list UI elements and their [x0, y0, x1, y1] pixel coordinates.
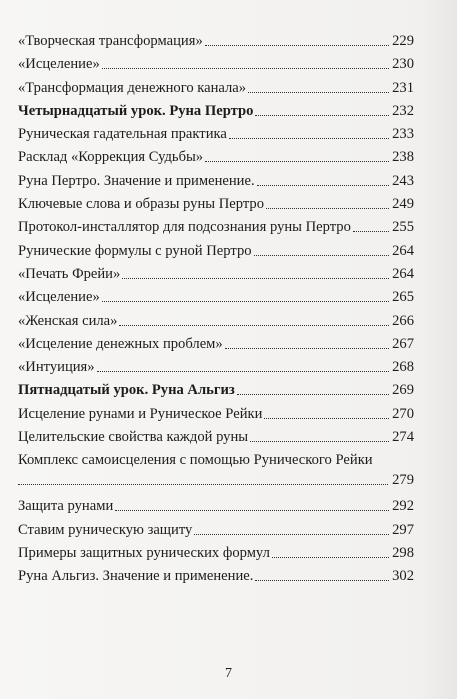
toc-entry-title: Протокол-инсталлятор для подсознания руны Пертро — [18, 219, 351, 236]
toc-entry-page: 264 — [392, 242, 414, 259]
toc-entry — [18, 218, 414, 241]
toc-leader-dots — [255, 115, 389, 116]
toc-entry-title: «Исцеление денежных проблем» — [18, 335, 223, 352]
toc-leader-dots — [272, 557, 389, 558]
toc-entry-page: 238 — [392, 149, 414, 166]
toc-entry-title: Защита рунами — [18, 498, 114, 515]
toc-entry — [18, 55, 414, 78]
toc-entry-page: 270 — [392, 405, 414, 422]
toc-leader-dots — [18, 484, 388, 485]
toc-entry — [18, 195, 414, 218]
toc-leader-dots — [266, 208, 389, 209]
table-of-contents — [18, 32, 414, 591]
toc-leader-dots — [353, 231, 389, 232]
toc-entry-title: Ставим руническую защиту — [18, 521, 193, 538]
toc-leader-dots — [237, 394, 389, 395]
toc-entry-title: «Исцеление» — [18, 289, 100, 306]
toc-entry — [18, 544, 414, 567]
toc-entry-page: 265 — [392, 289, 414, 306]
toc-entry — [18, 335, 414, 358]
toc-entry — [18, 79, 414, 102]
toc-entry-title: Комплекс самоисцеления с помощью Рунического Рейки — [18, 452, 373, 469]
toc-entry-page: 268 — [392, 359, 414, 376]
toc-entry — [18, 125, 414, 148]
toc-leader-dots — [257, 185, 389, 186]
toc-entry — [18, 405, 414, 428]
toc-entry — [18, 428, 414, 451]
toc-leader-dots — [205, 161, 389, 162]
toc-entry — [18, 32, 414, 55]
toc-leader-dots — [122, 278, 389, 279]
toc-entry-title: «Женская сила» — [18, 312, 118, 329]
toc-leader-dots — [264, 418, 389, 419]
toc-entry — [18, 148, 414, 171]
toc-entry-page: 266 — [392, 312, 414, 329]
toc-entry — [18, 312, 414, 335]
toc-entry — [18, 288, 414, 311]
toc-entry-title: Руна Альгиз. Значение и применение. — [18, 568, 254, 585]
toc-leader-dots — [115, 510, 389, 511]
toc-leader-dots — [102, 68, 389, 69]
toc-leader-dots — [97, 371, 390, 372]
toc-entry-title: «Интуиция» — [18, 359, 95, 376]
toc-entry — [18, 102, 414, 125]
toc-entry-title: Ключевые слова и образы руны Пертро — [18, 196, 264, 213]
toc-entry-title: Руна Пертро. Значение и применение. — [18, 172, 255, 189]
toc-entry-page: 274 — [392, 429, 414, 446]
toc-entry-page: 233 — [392, 126, 414, 143]
toc-entry-page: 279 — [392, 472, 414, 489]
toc-leader-dots — [225, 348, 389, 349]
toc-entry-title: Исцеление рунами и Руническое Рейки — [18, 405, 263, 422]
toc-entry-page: 232 — [392, 102, 414, 119]
toc-leader-dots — [229, 138, 389, 139]
toc-entry — [18, 358, 414, 381]
toc-entry-page: 269 — [392, 382, 414, 399]
toc-entry — [18, 497, 414, 520]
page-number: 7 — [225, 666, 232, 681]
toc-entry-title: Примеры защитных рунических формул — [18, 544, 270, 561]
toc-entry — [18, 521, 414, 544]
toc-leader-dots — [248, 92, 389, 93]
toc-entry-page: 229 — [392, 33, 414, 49]
toc-entry — [18, 381, 414, 404]
toc-entry-title: «Творческая трансформация» — [18, 33, 203, 49]
toc-entry — [18, 242, 414, 265]
toc-entry-page: 292 — [392, 498, 414, 515]
toc-entry-title: Рунические формулы с руной Пертро — [18, 242, 252, 259]
toc-entry — [18, 172, 414, 195]
toc-entry — [18, 451, 414, 497]
toc-leader-dots — [119, 325, 389, 326]
toc-entry-title: Целительские свойства каждой руны — [18, 429, 249, 446]
toc-leader-dots — [255, 580, 389, 581]
toc-entry-title: «Исцеление» — [18, 56, 100, 73]
toc-entry-title: Пятнадцатый урок. Руна Альгиз — [18, 382, 235, 399]
toc-entry-page: 302 — [392, 568, 414, 585]
toc-entry-page: 230 — [392, 56, 414, 73]
toc-leader-dots — [194, 534, 389, 535]
toc-entry-page: 297 — [392, 521, 414, 538]
toc-entry-page: 255 — [392, 219, 414, 236]
toc-entry — [18, 567, 414, 590]
toc-entry-title: Четырнадцатый урок. Руна Пертро — [18, 102, 254, 119]
page-edge-shadow — [417, 0, 457, 699]
toc-leader-dots — [250, 441, 389, 442]
toc-entry-page: 264 — [392, 265, 414, 282]
toc-entry-title: Расклад «Коррекция Судьбы» — [18, 149, 204, 166]
toc-entry-page: 243 — [392, 172, 414, 189]
toc-entry-page: 298 — [392, 544, 414, 561]
toc-entry-title: «Печать Фрейи» — [18, 265, 121, 282]
toc-entry-title: Руническая гадательная практика — [18, 126, 227, 143]
toc-entry-page: 249 — [392, 196, 414, 213]
toc-leader-dots — [205, 45, 389, 46]
toc-leader-dots — [102, 301, 389, 302]
toc-entry-page: 267 — [392, 335, 414, 352]
toc-leader-dots — [254, 255, 390, 256]
toc-entry-page: 231 — [392, 79, 414, 96]
toc-entry-title: «Трансформация денежного канала» — [18, 79, 247, 96]
toc-entry — [18, 265, 414, 288]
